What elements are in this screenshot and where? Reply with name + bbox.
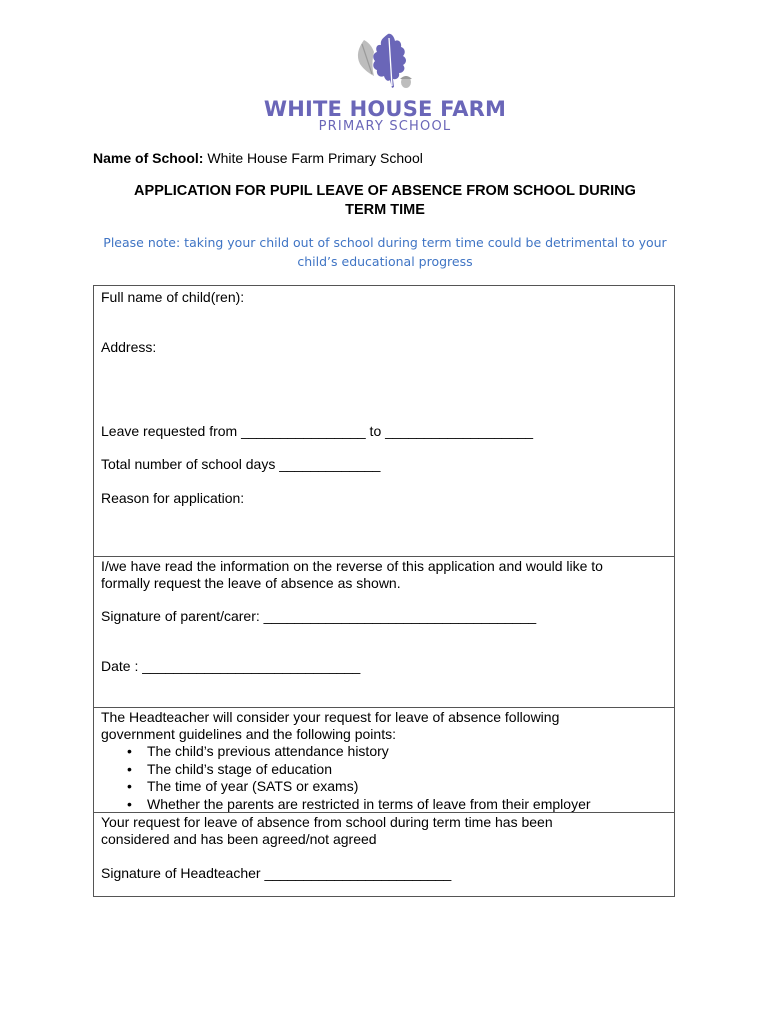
headteacher-signature-field[interactable]: Signature of Headteacher ________________________ [101, 865, 452, 881]
oak-leaf-acorn-icon [350, 30, 420, 94]
please-note-line-2: child’s educational progress [297, 254, 473, 269]
list-item: • The child’s previous attendance history [101, 743, 669, 761]
leave-dates-field[interactable]: Leave requested from ________________ to ___________________ [101, 423, 534, 439]
declaration-line-2: formally request the leave of absence as shown. [101, 575, 401, 591]
form-heading [80, 182, 690, 220]
school-name-label: Name of School: [93, 150, 204, 166]
guidelines-list [101, 743, 669, 813]
decision-text [101, 814, 669, 848]
section-divider [94, 556, 674, 557]
logo-subtitle: PRIMARY SCHOOL [318, 119, 452, 134]
declaration-text [101, 558, 669, 592]
please-note [80, 233, 690, 271]
parent-signature-field[interactable]: Signature of parent/carer: ___________________________________ [101, 608, 537, 624]
form-heading-line-2: TERM TIME [345, 202, 425, 218]
child-name-field[interactable]: Full name of child(ren): [101, 289, 245, 305]
reason-field[interactable]: Reason for application: [101, 490, 245, 506]
section-divider [94, 707, 674, 708]
declaration-line-1: I/we have read the information on the reverse of this application and would like to [101, 558, 603, 574]
application-form [93, 285, 675, 897]
please-note-line-1: Please note: taking your child out of school during term time could be detrimental to your [103, 235, 667, 250]
guidelines-line-2: government guidelines and the following points: [101, 726, 396, 742]
form-heading-line-1: APPLICATION FOR PUPIL LEAVE OF ABSENCE FROM SCHOOL DURING [134, 183, 636, 199]
decision-line-1: Your request for leave of absence from school during term time has been [101, 814, 553, 830]
logo-title: WHITE HOUSE FARM [263, 97, 507, 121]
decision-line-2: considered and has been agreed/not agreed [101, 831, 377, 847]
address-field[interactable]: Address: [101, 339, 157, 355]
total-days-field[interactable]: Total number of school days _____________ [101, 456, 381, 472]
list-item: • The child’s stage of education [101, 761, 669, 779]
guidelines-line-1: The Headteacher will consider your request for leave of absence following [101, 709, 560, 725]
school-logo [0, 30, 770, 134]
headteacher-guidelines [101, 709, 669, 813]
list-item: • Whether the parents are restricted in terms of leave from their employer [101, 796, 669, 814]
list-item: • The time of year (SATS or exams) [101, 778, 669, 796]
section-divider [94, 812, 674, 813]
school-name-line [93, 150, 423, 166]
date-field[interactable]: Date : ____________________________ [101, 658, 361, 674]
school-name-value: White House Farm Primary School [207, 150, 423, 166]
